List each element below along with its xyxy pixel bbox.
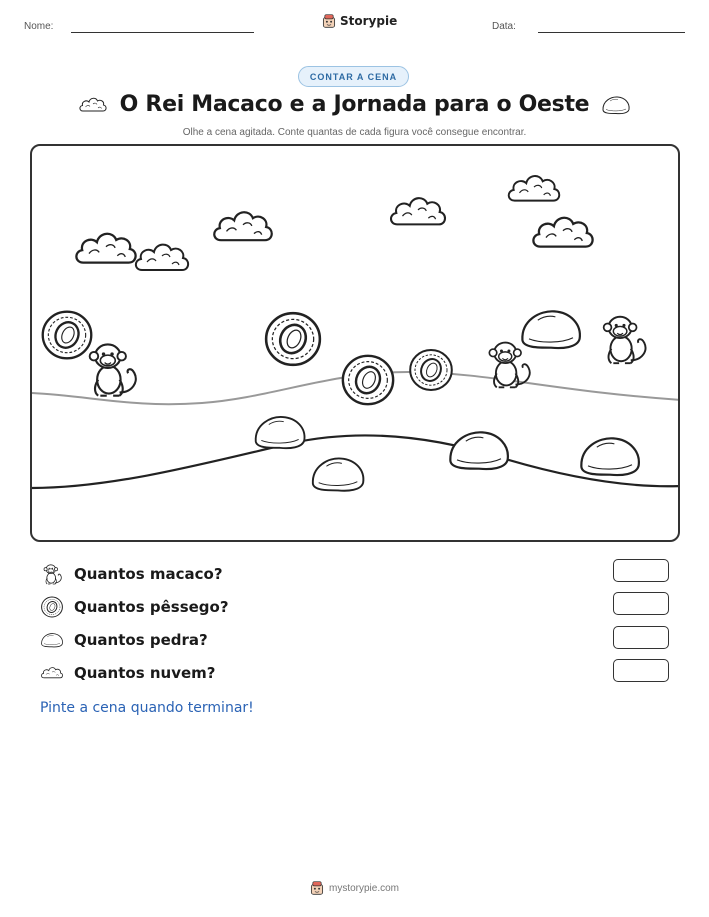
rock-3 (450, 432, 508, 469)
cloud-4 (391, 198, 445, 224)
cloud-3 (214, 212, 271, 240)
page-subtitle: Olhe a cena agitada. Conte quantas de cada figura você consegue encontrar. (182, 127, 527, 138)
question-text: Quantos pêssego? (74, 598, 229, 616)
answer-box-rock[interactable] (613, 626, 669, 649)
footer-note: Pinte a cena quando terminar! (40, 700, 254, 716)
brand-logo (322, 13, 397, 29)
monkey-icon (40, 562, 64, 586)
question-rock (40, 627, 208, 653)
question-cloud (40, 660, 216, 686)
name-field[interactable] (71, 32, 254, 33)
peach-2 (266, 313, 320, 365)
cloud-2 (136, 245, 188, 270)
question-text: Quantos nuvem? (74, 664, 216, 682)
rock-2 (256, 417, 305, 448)
peach-icon (40, 595, 64, 619)
cloud-1 (76, 234, 135, 263)
answer-box-cloud[interactable] (613, 659, 669, 682)
question-text: Quantos pedra? (74, 631, 208, 649)
rock-5 (313, 458, 364, 490)
date-field[interactable] (538, 32, 685, 33)
rock-icon (601, 94, 631, 116)
date-label: Data: (492, 21, 516, 32)
peach-4 (410, 350, 452, 390)
title-row (0, 92, 709, 117)
monkey-2 (489, 343, 529, 388)
rock-4 (581, 438, 639, 475)
page-title: O Rei Macaco e a Jornada para o Oeste (119, 92, 590, 117)
answer-box-peach[interactable] (613, 592, 669, 615)
rock-1 (522, 311, 580, 348)
activity-badge: CONTAR A CENA (298, 66, 409, 87)
answer-box-monkey[interactable] (613, 559, 669, 582)
question-text: Quantos macaco? (74, 565, 223, 583)
counting-scene (30, 144, 680, 542)
cloud-icon (40, 663, 64, 683)
site-url[interactable]: mystorypie.com (328, 882, 399, 894)
cloud-6 (533, 218, 592, 247)
name-label: Nome: (24, 21, 54, 32)
cloud-icon (78, 94, 108, 116)
monkey-3 (604, 317, 646, 363)
question-peach (40, 594, 229, 620)
scene-illustration (32, 146, 680, 542)
storypie-logo-icon (310, 880, 324, 896)
cloud-5 (509, 176, 560, 201)
site-footer (0, 880, 709, 896)
question-monkey (40, 561, 223, 587)
monkey-1 (90, 344, 136, 395)
peach-1 (43, 312, 92, 359)
brand-name: Storypie (340, 14, 398, 28)
storypie-logo-icon (322, 13, 336, 29)
peach-3 (343, 356, 393, 404)
rock-icon (40, 630, 64, 650)
